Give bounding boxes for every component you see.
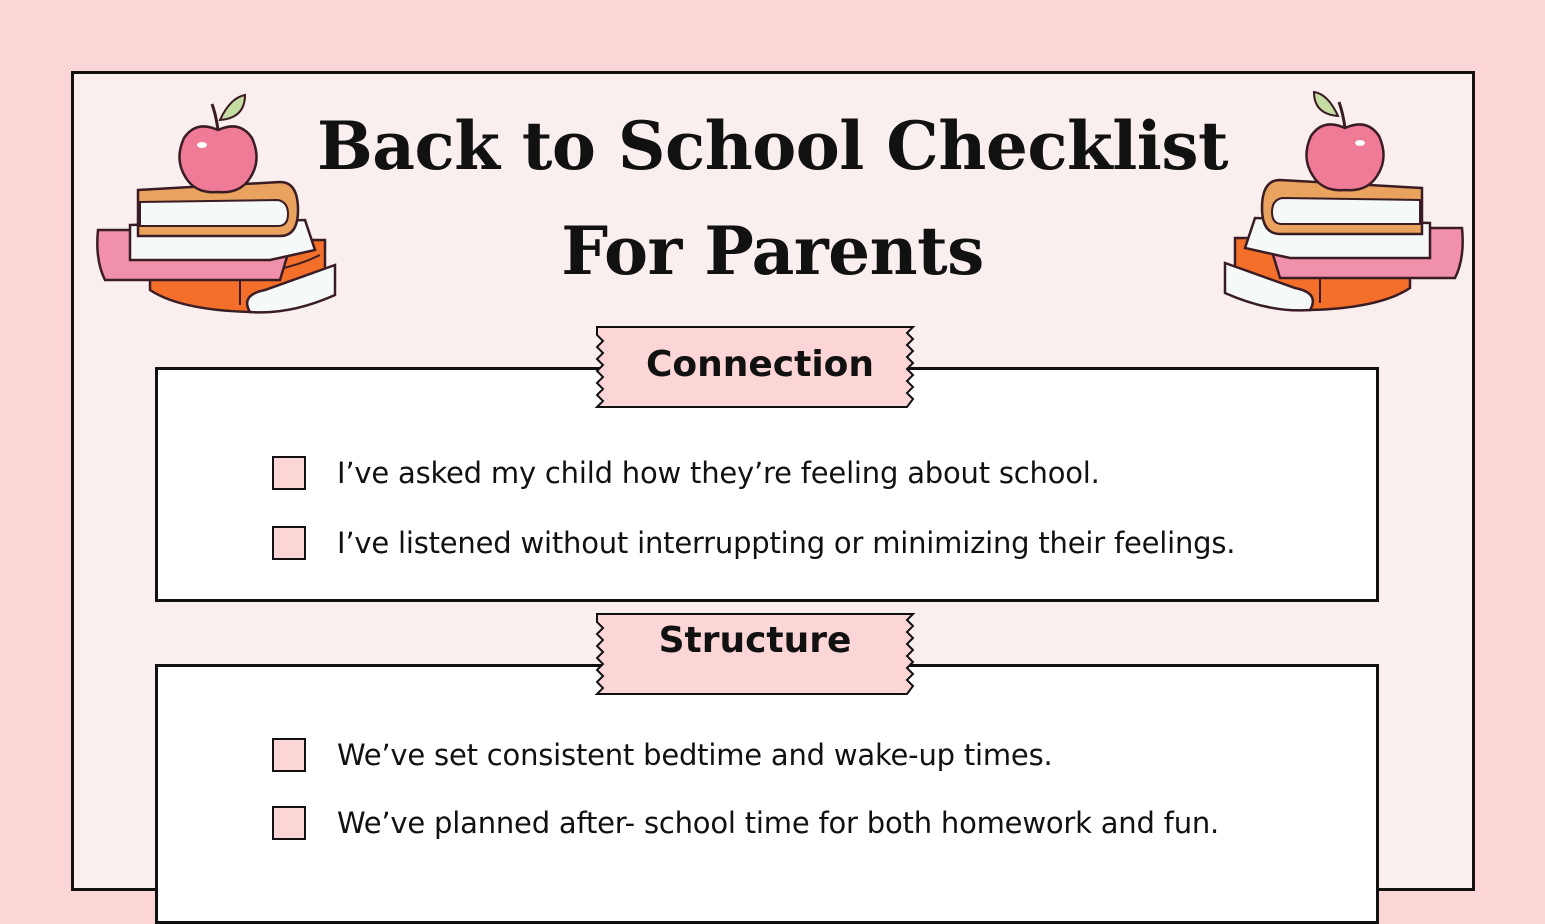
checkbox[interactable] <box>272 526 306 560</box>
checklist-item[interactable] <box>272 454 1100 492</box>
checklist-item-text: We’ve planned after- school time for both homework and fun. <box>337 806 1220 840</box>
checkbox[interactable] <box>272 456 306 490</box>
page-title-line-1: Back to School Checklist <box>316 107 1229 185</box>
checklist-item-text: We’ve set consistent bedtime and wake-up times. <box>337 738 1053 772</box>
section-structure-box <box>155 664 1379 924</box>
checklist-item-text: I’ve asked my child how they’re feeling about school. <box>337 456 1100 490</box>
section-label-structure: Structure <box>658 620 852 661</box>
checklist-item[interactable] <box>272 736 1053 774</box>
checklist-item[interactable] <box>272 804 1219 842</box>
checklist-item[interactable] <box>272 524 1235 562</box>
checkbox[interactable] <box>272 738 306 772</box>
checklist-item-text: I’ve listened without interruppting or minimizing their feelings. <box>337 526 1236 560</box>
page-title-line-2: For Parents <box>561 212 984 290</box>
section-label-connection: Connection <box>645 344 875 385</box>
checkbox[interactable] <box>272 806 306 840</box>
